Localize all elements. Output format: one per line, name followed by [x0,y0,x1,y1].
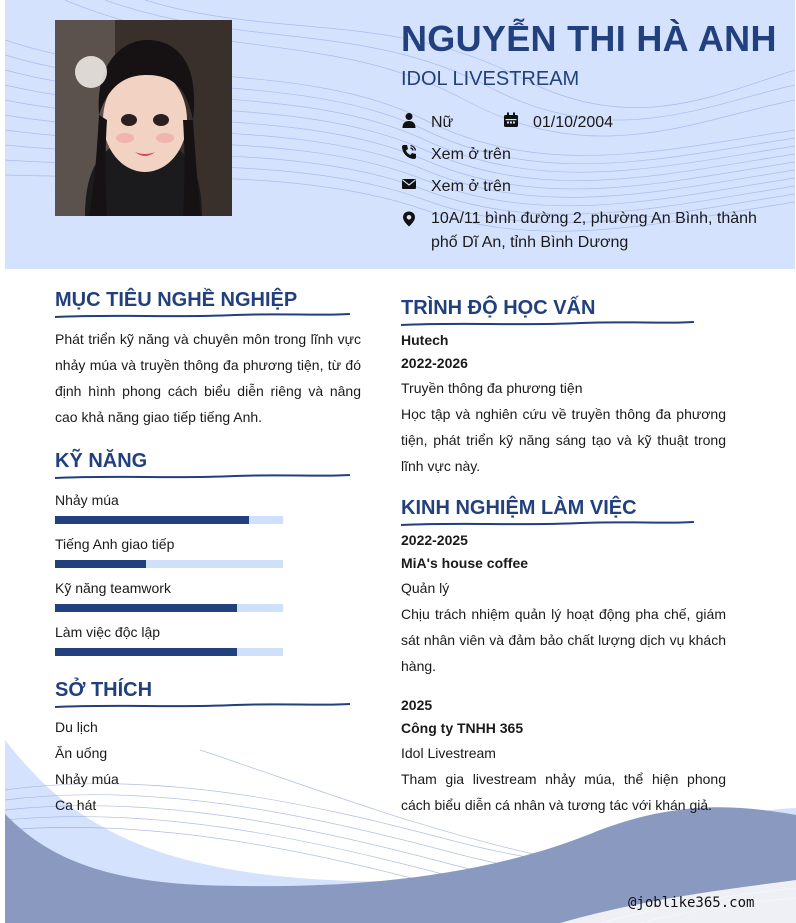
candidate-role: IDOL LIVESTREAM [401,68,580,90]
skill-bar-fill [55,560,146,568]
objective-title: MỤC TIÊU NGHỀ NGHIỆP [55,289,298,311]
profile-photo [55,20,232,216]
skill-label: Làm việc độc lập [55,624,161,640]
email-value: Xem ở trên [431,178,511,195]
education-school: Hutech [401,332,449,348]
portrait-illustration [55,20,232,216]
skill-item [55,622,283,656]
education-major: Truyền thông đa phương tiện [401,380,583,396]
birthday-row [503,111,613,135]
section-underline [55,473,350,481]
skill-label: Tiếng Anh giao tiếp [55,536,175,552]
email-row [401,175,511,199]
job-description: Chịu trách nhiệm quản lý hoạt động pha chế, giám sát nhân viên và đảm bảo chất lượng dịch vụ khách hàng. [401,606,726,674]
skill-item [55,578,283,612]
hobby-item: Ăn uống [55,745,108,761]
phone-icon [401,143,417,161]
map-pin-icon [401,210,417,228]
skill-item [55,490,283,524]
job-company: MiA's house coffee [401,555,529,571]
job-description: Tham gia livestream nhảy múa, thể hiện phong cách biểu diễn cá nhân và tương tác với khán giả. [401,771,726,813]
education-period: 2022-2026 [401,355,468,371]
gender-row [401,111,453,135]
address-row [401,207,761,255]
birthday-value: 01/10/2004 [533,114,614,131]
skill-bar-fill [55,604,237,612]
skill-bar-track [55,604,283,612]
hobby-item: Ca hát [55,797,97,813]
candidate-name: NGUYỄN THI HÀ ANH [401,18,777,59]
section-underline [401,320,694,328]
skills-title: KỸ NĂNG [55,450,148,472]
phone-row [401,143,511,167]
hobby-item: Du lịch [55,719,98,735]
gender-value: Nữ [431,114,454,131]
skill-bar-fill [55,648,237,656]
section-underline [55,312,350,320]
hobby-item: Nhảy múa [55,771,119,787]
address-value: 10A/11 bình đường 2, phường An Bình, thành phố Dĩ An, tỉnh Bình Dương [431,210,757,251]
hobbies-title: SỞ THÍCH [55,679,153,701]
skill-bar-track [55,516,283,524]
education-title: TRÌNH ĐỘ HỌC VẤN [401,297,596,319]
job-period: 2022-2025 [401,532,468,548]
user-icon [401,111,417,129]
skill-label: Kỹ năng teamwork [55,580,171,596]
skill-label: Nhảy múa [55,492,119,508]
envelope-icon [401,175,417,193]
watermark: @joblike365.com [628,895,755,911]
job-position: Idol Livestream [401,745,496,761]
education-description: Học tập và nghiên cứu về truyền thông đa phương tiện, phát triển kỹ năng sáng tạo và kỹ thuật trong lĩnh vực này. [401,406,726,474]
job-period: 2025 [401,697,433,713]
phone-value: Xem ở trên [431,146,511,163]
section-underline [55,702,350,710]
objective-text: Phát triển kỹ năng và chuyên môn trong lĩnh vực nhảy múa và truyền thông đa phương tiện, từ đó định hình phong cách biểu diễn riêng và nâng cao khả năng giao tiếp tiếng Anh. [55,331,361,425]
skill-bar-track [55,648,283,656]
skill-item [55,534,283,568]
experience-title: KINH NGHIỆM LÀM VIỆC [401,497,637,519]
job-position: Quản lý [401,580,450,596]
calendar-icon [503,111,519,129]
job-company: Công ty TNHH 365 [401,720,524,736]
section-underline [401,520,694,528]
skill-bar-fill [55,516,249,524]
skill-bar-track [55,560,283,568]
